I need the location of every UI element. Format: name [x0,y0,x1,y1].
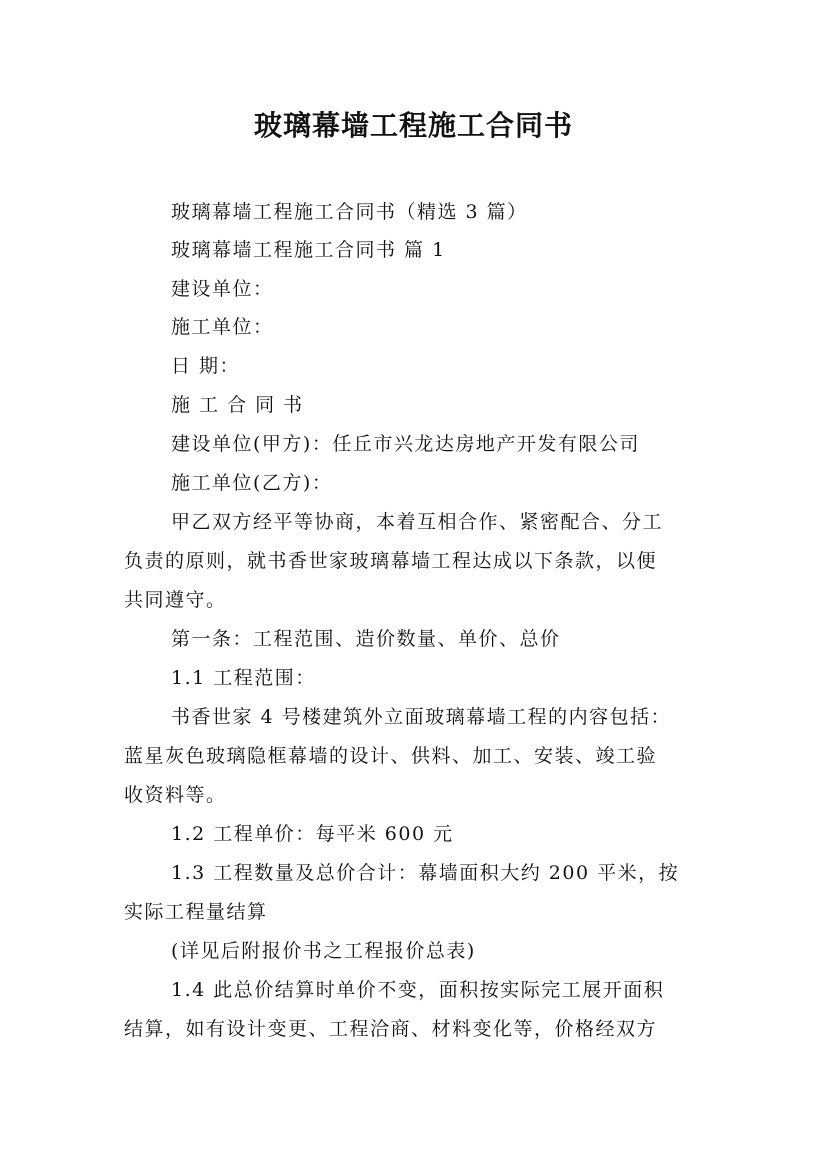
client-label: 建设单位： [171,278,274,300]
contract-heading: 施 工 合 同 书 [171,394,304,416]
paragraph-line: 蓝星灰色玻璃隐框幕墙的设计、供料、加工、安装、竣工验 [124,745,658,767]
contractor-label: 施工单位： [171,316,274,338]
article-heading: 第一条：工程范围、造价数量、单价、总价 [171,628,561,650]
clause-line: 1.2 工程单价：每平米 600 元 [171,823,454,845]
note-line: (详见后附报价书之工程报价总表) [171,940,476,962]
date-label: 日 期： [171,355,241,377]
paragraph-line: 结算，如有设计变更、工程洽商、材料变化等，价格经双方 [124,1018,658,1040]
paragraph-line: 甲乙双方经平等协商，本着互相合作、紧密配合、分工 [171,511,664,533]
paragraph-line: 实际工程量结算 [124,901,268,923]
subtitle-line: 玻璃幕墙工程施工合同书（精选 3 篇） [171,201,528,223]
document-title: 玻璃幕墙工程施工合同书 [253,109,573,142]
paragraph-line: 共同遵守。 [124,589,227,611]
party-b-line: 施工单位(乙方)： [171,472,333,494]
paragraph-line: 负责的原则，就书香世家玻璃幕墙工程达成以下条款，以便 [124,550,658,572]
clause-line: 1.3 工程数量及总价合计：幕墙面积大约 200 平米，按 [171,862,680,884]
paragraph-line: 收资料等。 [124,784,227,806]
section-heading: 玻璃幕墙工程施工合同书 篇 1 [171,239,446,261]
clause-heading: 1.1 工程范围： [171,667,316,689]
paragraph-line: 书香世家 4 号楼建筑外立面玻璃幕墙工程的内容包括： [171,706,672,728]
clause-line: 1.4 此总价结算时单价不变，面积按实际完工展开面积 [171,979,665,1001]
party-a-line: 建设单位(甲方)：任丘市兴龙达房地产开发有限公司 [171,433,640,455]
